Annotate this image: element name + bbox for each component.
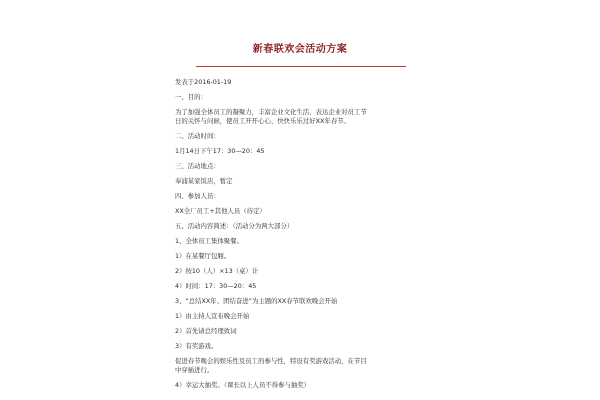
section-heading-purpose: 一、目的： xyxy=(175,93,207,101)
content-subitem: 4）时间：17：30—20：45 xyxy=(175,282,257,290)
content-subitem: 4）幸运大抽奖。（课长以上人员不得参与抽奖） xyxy=(175,381,311,389)
content-subitem: 2）按10（人）×13（桌）计 xyxy=(175,267,259,275)
content-item-gala: 3、“总结XX年、团结奋进”为主题的XX春节联欢晚会开始 xyxy=(175,297,338,305)
section-heading-time: 二、活动时间： xyxy=(175,132,220,140)
event-time: 1月14日下午17：30—20：45 xyxy=(175,147,265,155)
section-heading-location: 三、活动地点： xyxy=(175,162,220,170)
document-title: 新春联欢会活动方案 xyxy=(252,44,348,55)
publish-date: 发表于2016-01-19 xyxy=(175,78,232,86)
purpose-text-line-2: 日的关怀与问候，使员工开开心心、快快乐乐过好XX年春节。 xyxy=(175,117,350,125)
games-description-line-2: 中穿插进行。 xyxy=(175,366,214,374)
section-heading-content: 五、活动内容简述：（活动分为两大部分） xyxy=(175,222,294,230)
section-heading-participants: 四、参加人员： xyxy=(175,192,220,200)
event-location: 奉浦某家饭店，暂定 xyxy=(175,177,233,185)
content-subitem: 1）由主持人宣布晚会开始 xyxy=(175,312,250,320)
content-subitem: 2）首先请总经理致词 xyxy=(175,327,237,335)
title-divider xyxy=(196,66,406,67)
content-item-dinner: 1、全体员工集体聚餐。 xyxy=(175,237,243,245)
content-subitem: 1）在某餐厅包厢。 xyxy=(175,252,231,260)
content-subitem: 3）有奖游戏。 xyxy=(175,342,218,350)
purpose-text-line-1: 为了加强全体员工的凝聚力，丰富企业文化生活，表达企业对员工节 xyxy=(175,108,367,116)
participants: XX全厂员工+其他人员（待定） xyxy=(175,207,266,215)
document-body xyxy=(175,78,415,390)
games-description-line-1: 促进春节晚会的娱乐性及员工的参与性，特设有奖游戏活动，在节目 xyxy=(175,357,367,365)
